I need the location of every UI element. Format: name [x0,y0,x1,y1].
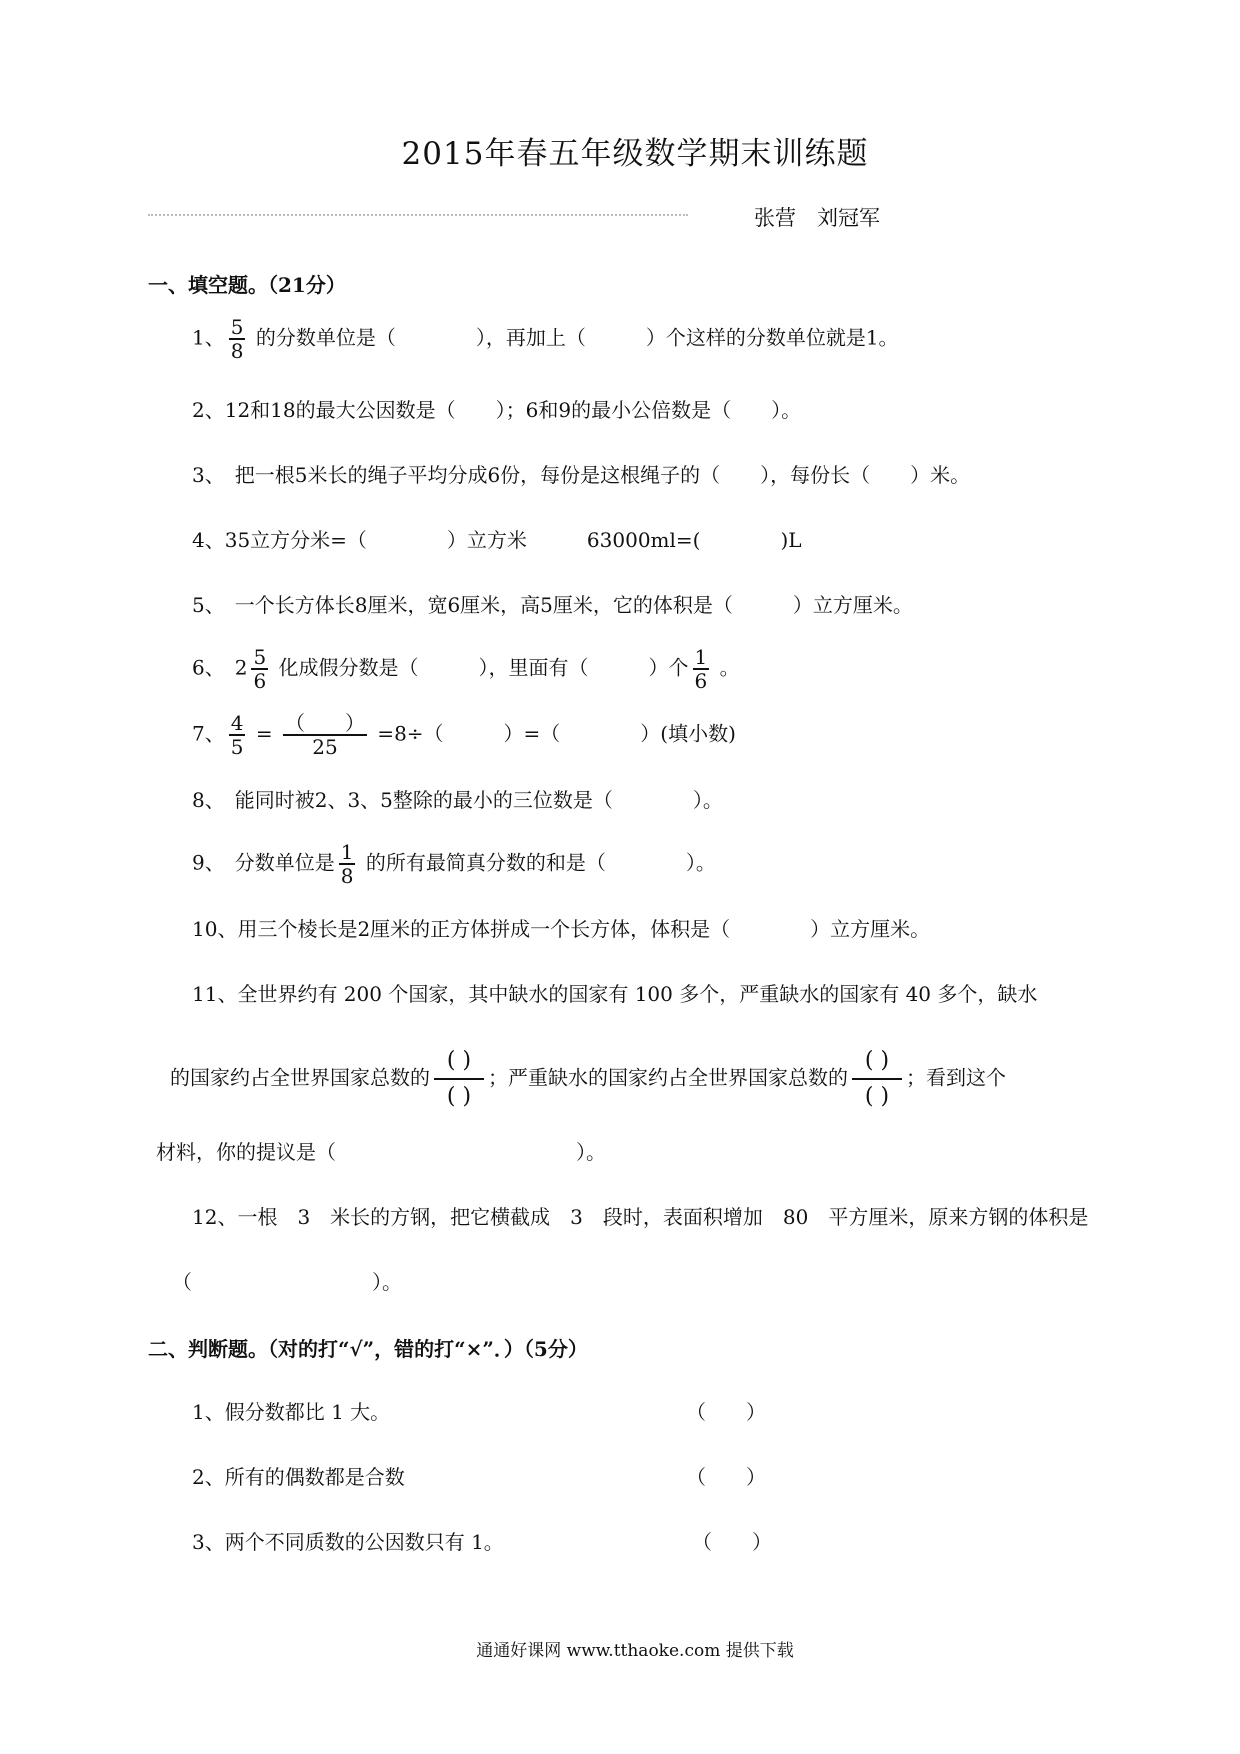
question-11-text-a: 的国家约占全世界国家总数的 [170,1065,430,1090]
question-12-line-2: （ ）。 [172,1270,402,1294]
question-10: 10、用三个棱长是2厘米的正方体拼成一个长方体，体积是（ ）立方厘米。 [192,917,931,941]
fraction-numerator: ( ) [434,1044,484,1080]
judge-question-2: 2、所有的偶数都是合数 [192,1465,405,1489]
question-3: 3、 把一根5米长的绳子平均分成6份，每份是这根绳子的（ ），每份长（ ）米。 [192,463,971,487]
question-6 [192,646,740,692]
fraction-denominator: ( ) [864,1084,890,1109]
question-1 [192,316,899,362]
question-7-number: 7、 [192,721,225,746]
question-12-line-1: 12、一根 3 米长的方钢，把它横截成 3 段时，表面积增加 80 平方厘米，原来方钢的体积是 [192,1205,1089,1229]
fraction [251,646,268,692]
judge-question-3: 3、两个不同质数的公因数只有 1。 [192,1530,504,1554]
question-9 [192,841,716,887]
fraction [693,646,710,692]
fraction-blank [283,712,367,758]
fraction-numerator: 5 [253,645,267,669]
fraction-numerator: 1 [340,840,354,864]
equals-sign: = [249,721,279,746]
fraction [339,841,356,887]
question-1-text: 的分数单位是（ ），再加上（ ）个这样的分数单位就是1。 [249,325,899,350]
question-4: 4、35立方分米=（ ）立方米 63000ml=( )L [192,528,802,552]
question-9-text: 9、 分数单位是 [192,850,335,875]
fraction-numerator: ( ) [852,1044,902,1080]
fraction-denominator: 5 [230,735,244,759]
fraction-denominator: 8 [230,339,244,363]
question-9-end: 的所有最简真分数的和是（ ）。 [359,850,716,875]
question-1-number: 1、 [192,325,225,350]
question-11-text-c: ；看到这个 [906,1065,1006,1090]
question-5: 5、 一个长方体长8厘米，宽6厘米，高5厘米，它的体积是（ ）立方厘米。 [192,593,913,617]
question-6-end: 。 [713,655,740,680]
fraction-denominator: 25 [312,735,338,759]
fraction-numerator: 5 [230,315,244,339]
question-6-number: 6、 2 [192,655,248,680]
dotted-divider [148,214,688,216]
fraction [229,712,246,758]
judge-answer-blank-1: （ ） [686,1400,766,1424]
question-11-text-b: ；严重缺水的国家约占全世界国家总数的 [488,1065,848,1090]
question-7 [192,712,736,758]
question-11-line-1: 11、全世界约有 200 个国家，其中缺水的国家有 100 多个，严重缺水的国家有 40 多个，缺水 [192,982,1038,1006]
fraction-denominator: 8 [340,864,354,888]
fraction-denominator: 6 [253,669,267,693]
judge-question-1: 1、假分数都比 1 大。 [192,1400,391,1424]
judge-answer-blank-2: （ ） [686,1465,766,1489]
fraction-denominator: ( ) [446,1084,472,1109]
section-heading-fill-in: 一、填空题。（21分） [148,273,346,297]
authors: 张营 刘冠军 [754,206,880,230]
fraction-blank [852,1044,902,1114]
question-8: 8、 能同时被2、3、5整除的最小的三位数是（ ）。 [192,788,723,812]
fraction [229,316,246,362]
question-11-line-3: 材料，你的提议是（ ）。 [156,1140,606,1164]
question-6-text: 化成假分数是（ ），里面有（ ）个 [272,655,689,680]
question-11-line-2 [170,1044,1006,1114]
fraction-numerator: （ ） [284,711,365,735]
page-title: 2015年春五年级数学期末训练题 [401,136,869,172]
fraction-blank [434,1044,484,1114]
fraction-numerator: 1 [694,645,708,669]
question-2: 2、12和18的最大公因数是（ ）；6和9的最小公倍数是（ ）。 [192,398,802,422]
fraction-numerator: 4 [230,711,244,735]
question-7-text: =8÷（ ）=（ ）(填小数) [370,721,736,746]
fraction-denominator: 6 [694,669,708,693]
footer-credit: 通通好课网 www.tthaoke.com 提供下载 [476,1641,794,1661]
judge-answer-blank-3: （ ） [692,1530,772,1554]
section-heading-true-false: 二、判断题。（对的打“√”，错的打“×”．）（5分） [148,1337,588,1361]
